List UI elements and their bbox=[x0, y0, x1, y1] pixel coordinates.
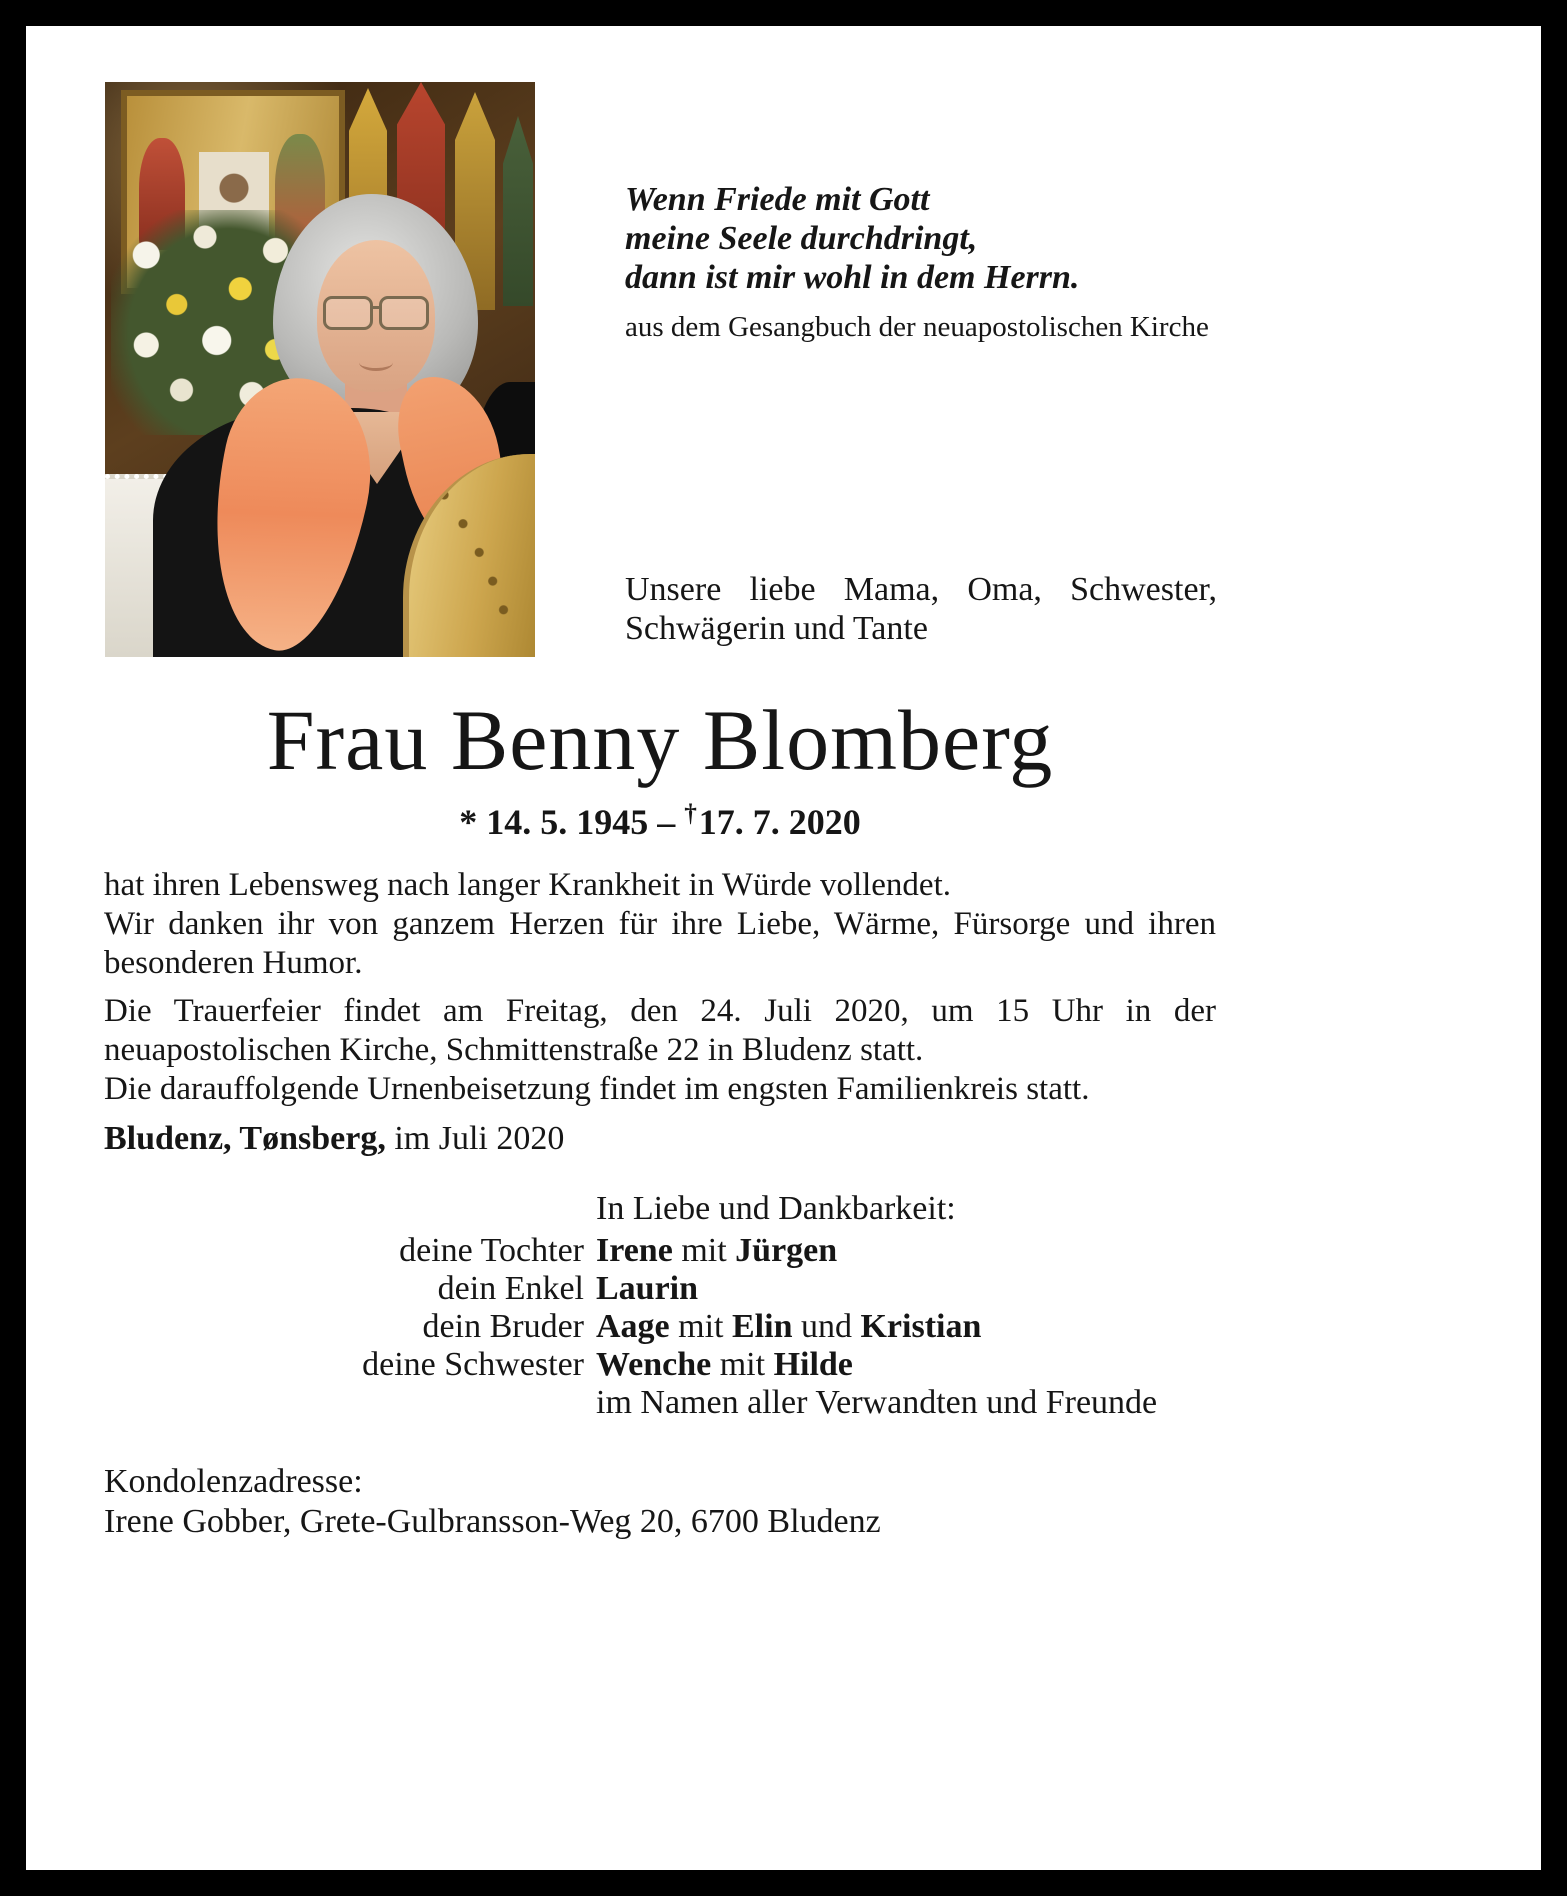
quote-line: dann ist mir wohl in dem Herrn. bbox=[625, 259, 1080, 296]
life-dates bbox=[104, 800, 1216, 843]
announcement-text bbox=[104, 866, 1216, 1109]
month-year: im Juli 2020 bbox=[385, 1120, 565, 1157]
family-name: Elin bbox=[732, 1308, 793, 1345]
family-name: Kristian bbox=[860, 1308, 982, 1345]
smile bbox=[359, 354, 393, 371]
birth-date: * 14. 5. 1945 bbox=[459, 802, 649, 842]
glasses-lens bbox=[323, 296, 373, 330]
family-row bbox=[104, 1346, 1216, 1384]
family-names bbox=[596, 1270, 698, 1308]
condolence-address: Irene Gobber, Grete-Gulbransson-Weg 20, 6700 Bludenz bbox=[104, 1503, 881, 1540]
dagger-symbol: † bbox=[684, 800, 697, 827]
closing-footer: im Namen aller Verwandten und Freunde bbox=[596, 1384, 1158, 1421]
family-relation: dein Bruder bbox=[422, 1308, 584, 1345]
family-name: Irene bbox=[596, 1232, 673, 1269]
portrait-photo bbox=[105, 82, 535, 657]
condolence-label: Kondolenzadresse: bbox=[104, 1463, 363, 1500]
family-name: Jürgen bbox=[735, 1232, 838, 1269]
closing-section bbox=[104, 1190, 1216, 1422]
dates-separator: – bbox=[648, 802, 685, 842]
relation-intro: Unsere liebe Mama, Oma, Schwester, Schwägerin und Tante bbox=[625, 571, 1217, 647]
family-name: Wenche bbox=[596, 1346, 712, 1383]
family-name: Laurin bbox=[596, 1270, 699, 1307]
quote-source: aus dem Gesangbuch der neuapostolischen Kirche bbox=[625, 311, 1209, 343]
family-separator: mit bbox=[711, 1346, 774, 1383]
family-names bbox=[596, 1308, 981, 1346]
glasses-lens bbox=[379, 296, 429, 330]
woman-face bbox=[317, 240, 435, 392]
altar-spire bbox=[503, 116, 533, 306]
family-row bbox=[104, 1232, 1216, 1270]
family-row bbox=[104, 1270, 1216, 1308]
family-separator: und bbox=[792, 1308, 861, 1345]
body-paragraph-1: hat ihren Lebensweg nach langer Krankheit in Würde vollendet. bbox=[104, 867, 951, 903]
places: Bludenz, Tønsberg, bbox=[104, 1120, 386, 1157]
place-date-line bbox=[104, 1120, 1216, 1158]
body-paragraph-3: Die Trauerfeier findet am Freitag, den 24. Juli 2020, um 15 Uhr in der neuapostolischen Kirche, Schmittenstraße 22 in Bludenz statt. bbox=[104, 993, 1216, 1068]
deceased-name: Frau Benny Blomberg bbox=[266, 692, 1054, 788]
closing-heading: In Liebe und Dankbarkeit: bbox=[596, 1190, 956, 1227]
quote-line: meine Seele durchdringt, bbox=[625, 220, 978, 257]
body-paragraph-2: Wir danken ihr von ganzem Herzen für ihre Liebe, Wärme, Fürsorge und ihren besonderen Humor. bbox=[104, 906, 1216, 981]
family-relation: deine Schwester bbox=[362, 1346, 584, 1383]
family-separator: mit bbox=[672, 1232, 736, 1269]
family-name: Aage bbox=[596, 1308, 670, 1345]
glasses bbox=[323, 296, 429, 328]
family-row bbox=[104, 1308, 1216, 1346]
death-date: 17. 7. 2020 bbox=[698, 802, 861, 842]
quote-line: Wenn Friede mit Gott bbox=[625, 181, 930, 218]
family-names bbox=[596, 1346, 853, 1384]
family-relation: deine Tochter bbox=[399, 1232, 584, 1269]
body-paragraph-4: Die darauffolgende Urnenbeisetzung findet im engsten Familienkreis statt. bbox=[104, 1071, 1090, 1107]
family-name: Hilde bbox=[773, 1346, 853, 1383]
family-names bbox=[596, 1232, 837, 1270]
condolence-section bbox=[104, 1462, 1216, 1542]
family-relation: dein Enkel bbox=[437, 1270, 584, 1307]
hymn-quote bbox=[625, 180, 1217, 345]
family-separator: mit bbox=[669, 1308, 732, 1345]
